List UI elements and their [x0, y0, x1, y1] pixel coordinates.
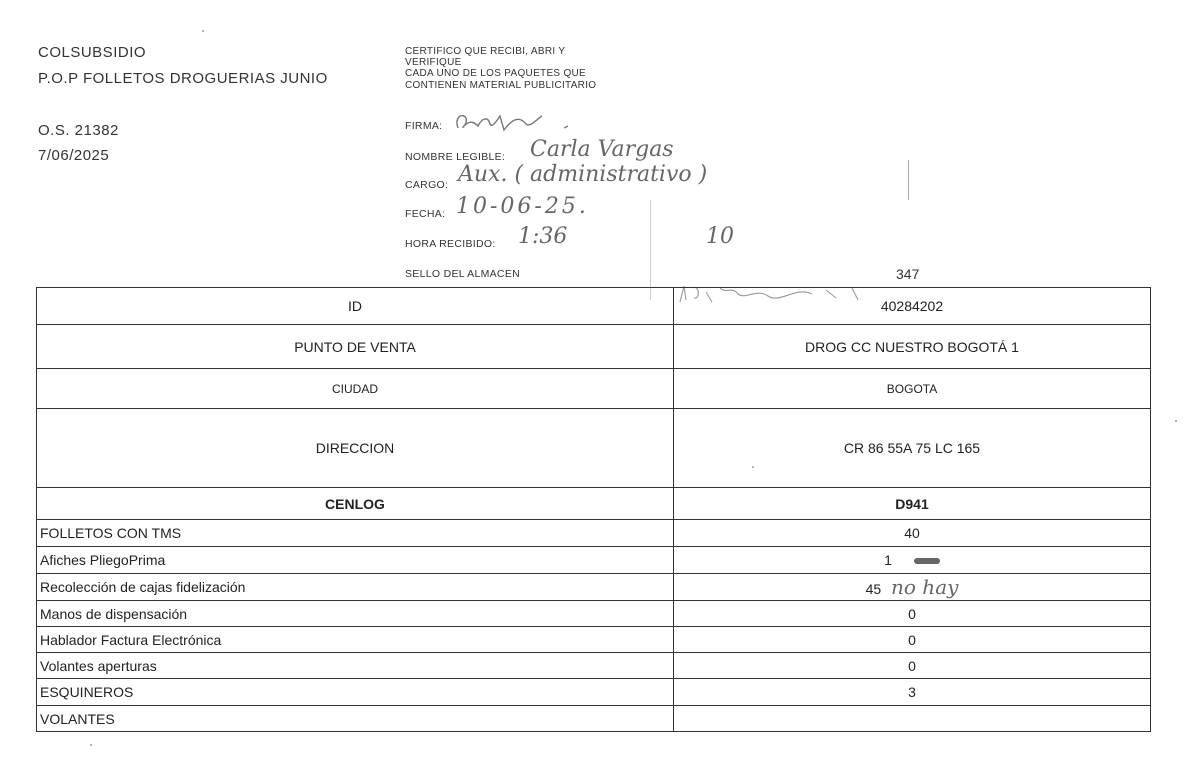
handwritten-note: no hay	[891, 575, 959, 599]
info-value: 40284202	[674, 288, 1151, 325]
table-row	[37, 488, 1151, 520]
fecha-value: 10-06-25.	[456, 194, 589, 219]
info-value: CR 86 55A 75 LC 165	[674, 409, 1151, 488]
info-label: DIRECCION	[37, 409, 674, 488]
certificate-line-2: VERIFIQUE	[405, 57, 462, 68]
item-label: VOLANTES	[37, 706, 674, 732]
nombre-label: NOMBRE LEGIBLE:	[405, 151, 506, 163]
item-value-cell	[674, 547, 1151, 574]
firma-label: FIRMA:	[405, 120, 443, 132]
table-row	[37, 325, 1151, 369]
info-value: DROG CC NUESTRO BOGOTÁ 1	[674, 325, 1151, 369]
scribble-mark	[914, 558, 940, 564]
item-label: FOLLETOS CON TMS	[37, 520, 674, 547]
info-label: ID	[37, 288, 674, 325]
hora-extra: 10	[706, 224, 734, 249]
table-row	[37, 679, 1151, 706]
hora-value: 1:36	[518, 224, 568, 249]
nombre-value: Carla Vargas	[530, 137, 674, 162]
table-row	[37, 547, 1151, 574]
info-value: BOGOTA	[674, 369, 1151, 409]
item-value: 40	[674, 520, 1151, 547]
info-label: PUNTO DE VENTA	[37, 325, 674, 369]
document-date: 7/06/2025	[38, 147, 110, 164]
item-label: Manos de dispensación	[37, 601, 674, 627]
cargo-value: Aux. ( administrativo )	[458, 162, 708, 187]
info-label: CENLOG	[37, 488, 674, 520]
item-label: ESQUINEROS	[37, 679, 674, 706]
item-value: 0	[674, 627, 1151, 653]
certificate-line-3: CADA UNO DE LOS PAQUETES QUE	[405, 68, 587, 79]
table-row	[37, 706, 1151, 732]
item-value: 0	[674, 653, 1151, 679]
certificate-line-4: CONTIENEN MATERIAL PUBLICITARIO	[405, 80, 597, 91]
cargo-label: CARGO:	[405, 179, 449, 191]
fecha-label: FECHA:	[405, 208, 446, 220]
sello-label: SELLO DEL ALMACEN	[405, 268, 521, 280]
item-label: Recolección de cajas fidelización	[37, 574, 674, 601]
item-value: 45	[865, 581, 882, 597]
item-label: Hablador Factura Electrónica	[37, 627, 674, 653]
sello-number: 347	[896, 266, 920, 282]
table-row	[37, 520, 1151, 547]
scan-speck	[752, 466, 754, 468]
item-value: 3	[674, 679, 1151, 706]
certificate-line-1: CERTIFICO QUE RECIBI, ABRI Y	[405, 46, 566, 57]
order-number: O.S. 21382	[38, 122, 119, 139]
hora-label: HORA RECIBIDO:	[405, 238, 496, 250]
scan-speck	[90, 744, 92, 746]
item-value-cell	[674, 574, 1151, 601]
item-value	[674, 706, 1151, 732]
table-row	[37, 627, 1151, 653]
item-label: Afiches PliegoPrima	[37, 547, 674, 574]
item-label: Volantes aperturas	[37, 653, 674, 679]
company-name: COLSUBSIDIO	[38, 44, 147, 61]
info-value: D941	[674, 488, 1151, 520]
table-row	[37, 369, 1151, 409]
delivery-table	[36, 287, 1151, 732]
table-row	[37, 288, 1151, 325]
signature-mark	[452, 108, 582, 138]
table-row	[37, 574, 1151, 601]
info-label: CIUDAD	[37, 369, 674, 409]
scan-speck	[202, 30, 204, 32]
table-row	[37, 601, 1151, 627]
table-row	[37, 653, 1151, 679]
scan-speck	[1175, 420, 1177, 422]
table-row	[37, 409, 1151, 488]
campaign-title: P.O.P FOLLETOS DROGUERIAS JUNIO	[38, 70, 328, 87]
item-value: 0	[674, 601, 1151, 627]
item-value: 1	[884, 552, 892, 568]
